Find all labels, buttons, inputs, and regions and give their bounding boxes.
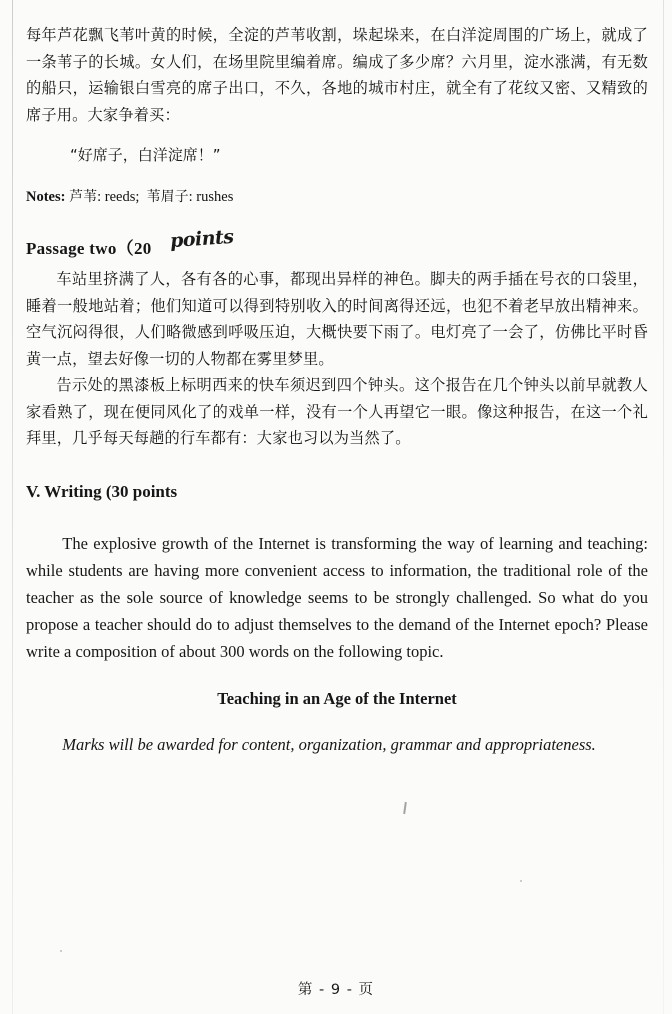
page-edge-right: [663, 0, 664, 1014]
writing-heading-text: V. Writing (30: [26, 481, 129, 501]
notes-term-1: 芦苇: [69, 189, 98, 205]
notes-sep: ;: [135, 189, 147, 205]
writing-section-heading: [26, 482, 648, 508]
notes-line: [26, 186, 648, 208]
passage-two-paragraph-1: 车站里挤满了人，各有各的心事，都现出异样的神色。脚夫的两手插在号衣的口袋里，睡着一般地站着；他们知道可以得到特别收入的时间离得还远，也犯不着老早放出精神来。空气沉闷得很，人们略微感到呼吸压迫，大概快要下雨了。电灯亮了一会了，仿佛比平时昏黄一点，望去好像一切的人物都在雾里梦里。: [26, 270, 648, 368]
notes-gloss-1-sep: :: [97, 189, 105, 205]
passage-one-body: 每年芦花飘飞苇叶黄的时候，全淀的芦苇收割，垛起垛来，在白洋淀周围的广场上，就成了一条苇子的长城。女人们，在场里院里编着席。编成了多少席？六月里，淀水涨满，有无数的船只，运输银白雪亮的席子出口，不久，各地的城市村庄，就全有了花纹又密、又精致的席子用。大家争着买：: [26, 26, 648, 124]
writing-heading-handwriting: points: [132, 481, 178, 501]
passage-two-heading: [26, 225, 648, 258]
notes-label: Notes:: [26, 189, 66, 205]
writing-prompt: The explosive growth of the Internet is transforming the way of learning and teaching: while students are having more convenient access to information, the traditional role of the teacher as the sole source of knowledge seems to be strongly challenged. So what do you propose a teacher should do to adjust themselves to the demand of the Internet epoch? Please write a composition of about 300 words on the following topic.: [26, 533, 648, 661]
stray-pen-mark: [403, 802, 407, 814]
notes-gloss-2-sep: :: [188, 189, 197, 205]
page-content: [26, 22, 648, 758]
passage-two-heading-handwriting: points: [169, 225, 235, 253]
passage-two-heading-text: Passage two（20: [26, 239, 152, 258]
passage-two-paragraph-2: 告示处的黑漆板上标明西来的快车须迟到四个钟头。这个报告在几个钟头以前早就教人家看熟了，现在便同风化了的戏单一样，没有一个人再望它一眼。像这种报告，在这一个礼拜里，几乎每天每趟的行车都有：大家也习以为当然了。: [26, 376, 648, 447]
writing-marks-note: Marks will be awarded for content, organization, grammar and appropriateness.: [62, 734, 596, 754]
page-edge-left: [12, 0, 13, 1014]
writing-topic: Teaching in an Age of the Internet: [217, 688, 457, 708]
notes-term-2: 苇眉子: [146, 189, 189, 205]
scan-speck: [520, 880, 522, 882]
scan-speck: [60, 950, 62, 952]
notes-gloss-2: rushes: [196, 189, 234, 205]
notes-gloss-1: reeds: [104, 189, 136, 205]
passage-one-quote: “好席子，白洋淀席！”: [70, 146, 221, 164]
page-footer: 第 - 9 - 页: [297, 982, 375, 998]
